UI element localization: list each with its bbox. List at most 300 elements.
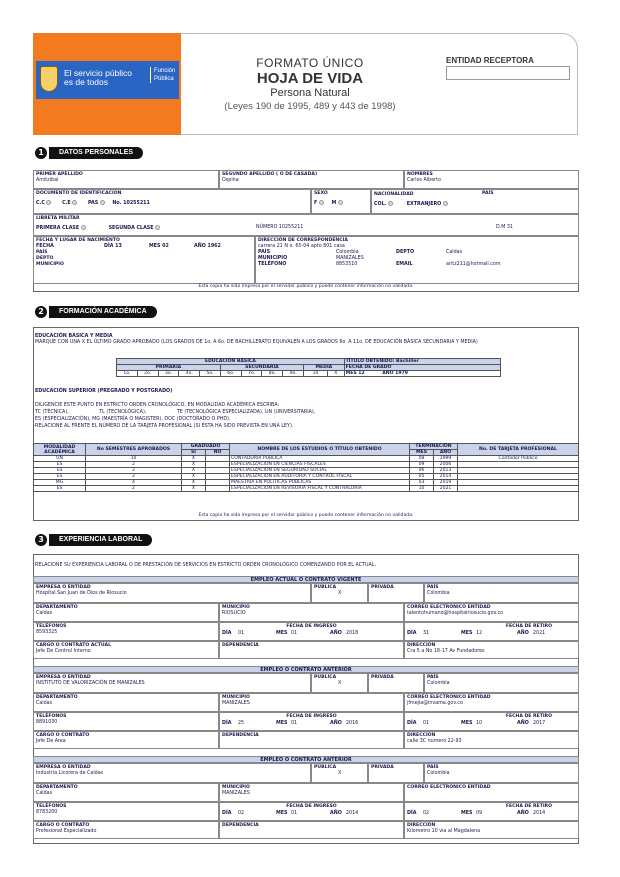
entidad-receptora-label: ENTIDAD RECEPTORA [446, 56, 534, 65]
nombres-field[interactable] [404, 170, 579, 189]
pais-field[interactable] [424, 673, 579, 693]
pas-label: PAS [87, 201, 99, 206]
correo-field[interactable] [404, 603, 579, 622]
modalidad-cell[interactable]: UN [34, 456, 86, 462]
section2-heading [35, 306, 157, 318]
ce-label: C.E [62, 201, 71, 206]
educacion-basica-table [116, 358, 501, 377]
dependencia-field[interactable] [219, 821, 404, 839]
col-semestres: No SEMESTRES APROBADOS [86, 444, 182, 456]
correo-field[interactable] [404, 783, 579, 802]
cargo-field[interactable] [33, 821, 219, 839]
col-label: COL. [374, 202, 387, 207]
tarjeta-cell[interactable]: Contador Público [458, 456, 579, 462]
correo-label: CORREO ELECTRÓNICO ENTIDAD [407, 605, 491, 610]
nombre-cell[interactable]: MAESTRIA EN POLITICAS PUBLICAS [230, 480, 410, 486]
ingreso-mes: 01 [291, 811, 298, 816]
corr-email-label: EMAIL [396, 262, 413, 267]
empresa-field[interactable] [33, 763, 311, 783]
primera-clase-radio[interactable] [81, 225, 86, 230]
retiro-mes-label: MES [461, 811, 473, 816]
modalidad-cell[interactable]: ES [34, 468, 86, 474]
ano-cell[interactable]: 2019 [434, 480, 458, 486]
col-tarjeta: No. DE TARJETA PROFESIONAL [458, 444, 579, 456]
retiro-ano: 2021 [533, 631, 546, 636]
empresa-label: EMPRESA O ENTIDAD [36, 585, 91, 590]
empresa-value: Hospital San Juan de Dios de Riosucio [36, 591, 127, 596]
si-cell[interactable]: X [182, 486, 206, 492]
cc-radio[interactable] [46, 200, 51, 205]
telefonos-label: TELÉFONOS [36, 624, 67, 629]
publica-value: X [338, 681, 342, 686]
ingreso-mes: 01 [291, 631, 298, 636]
libreta-numero: NÚMERO 10255211 [256, 225, 304, 230]
publica-label: PÚBLICA [314, 675, 337, 680]
title-line1: FORMATO ÚNICO [256, 56, 364, 70]
grade-cell[interactable]: 6o. [220, 371, 241, 377]
publica-field[interactable] [311, 763, 368, 783]
modalidad-cell[interactable]: ES [34, 462, 86, 468]
sexo-field [311, 189, 371, 214]
direccion-value: calle 3C numero 22-93 [407, 739, 462, 744]
dependencia-label: DEPENDENCIA [222, 823, 259, 828]
departamento-value: Caldas [36, 791, 53, 796]
nacionalidad-field [371, 189, 579, 214]
title-line3: Persona Natural [270, 87, 350, 99]
cargo-value: Jefe De Control Interno [36, 649, 91, 654]
retiro-ano-label: AÑO [517, 721, 529, 726]
table-row [34, 486, 579, 492]
title-line4: (Leyes 190 de 1995, 489 y 443 de 1998) [224, 101, 396, 112]
corr-email-value: aritz211@hotmail.com [446, 262, 501, 267]
ano-cell[interactable]: 2013 [434, 468, 458, 474]
pais-field[interactable] [424, 763, 579, 783]
nombres-value: Carlos Alberto [407, 178, 441, 183]
correspondencia-label: DIRECCIÓN DE CORRESPONDENCIA [258, 238, 348, 243]
direccion-field[interactable] [404, 641, 579, 659]
privada-field[interactable] [368, 583, 424, 603]
nombre-cell[interactable]: ESPECIALIZACION EN AUDITORIA Y CONTROL FISCAL [230, 474, 410, 480]
brand-line1: El servicio público [64, 68, 133, 78]
dependencia-field[interactable] [219, 641, 404, 659]
correo-label: CORREO ELECTRÓNICO ENTIDAD [407, 785, 491, 790]
correspondencia-direccion: carrera 21 N o. 65-04 apto 801 casa [258, 244, 345, 249]
ano-cell[interactable]: 2021 [434, 486, 458, 492]
telefonos-value: 8783200 [36, 810, 58, 815]
ingreso-ano: 2014 [346, 811, 359, 816]
telefonos-field[interactable] [33, 622, 219, 641]
nombres-label: NOMBRES [407, 172, 433, 177]
grade-cell[interactable]: 7o. [241, 371, 262, 377]
publica-value: X [338, 771, 342, 776]
titulo-obtenido: TÍTULO OBTENIDO: Bachiller [344, 359, 500, 365]
pais-field[interactable] [424, 583, 579, 603]
empresa-label: EMPRESA O ENTIDAD [36, 675, 91, 680]
si-cell[interactable]: X [182, 474, 206, 480]
pais-label: PAÍS [427, 585, 439, 590]
es-instruction-4: RELACIONE AL FRENTE EL NÚMERO DE LA TARJETA PROFESIONAL (SI ÉSTA HA SIDO PREVISTA EN UNA LEY). [35, 424, 294, 429]
segundo-apellido-value: Ospina [222, 178, 239, 183]
mes-cell[interactable]: 06 [410, 468, 434, 474]
brand-tag2: Pública [154, 76, 174, 82]
si-cell[interactable]: X [182, 480, 206, 486]
retiro-dia: 31 [423, 631, 430, 636]
pais-label: PAÍS [427, 675, 439, 680]
telefonos-field[interactable] [33, 712, 219, 731]
corr-telefono-value: 8853510 [336, 262, 358, 267]
privada-label: PRIVADA [371, 585, 394, 590]
ingreso-mes-label: MES [276, 811, 288, 816]
form-title [190, 56, 430, 112]
title-line2: HOJA DE VIDA [256, 70, 364, 87]
departamento-field[interactable] [33, 693, 219, 712]
primera-clase-label: PRIMERA CLASE [36, 226, 80, 231]
col-nombre: NOMBRE DE LOS ESTUDIOS O TÍTULO OBTENIDO [230, 444, 410, 456]
retiro-dia: 01 [423, 721, 430, 726]
section3-heading [35, 534, 152, 546]
direccion-label: DIRECCIÓN [407, 643, 436, 648]
departamento-value: Caldas [36, 701, 53, 706]
ingreso-dia: 25 [238, 721, 245, 726]
brand-line2: es de todos [64, 77, 108, 87]
grade-cell[interactable]: 3o. [158, 371, 179, 377]
ce-radio[interactable] [72, 200, 77, 205]
telefonos-label: TELÉFONOS [36, 804, 67, 809]
ingreso-label: FECHA DE INGRESO [286, 804, 337, 809]
libreta-militar-label: LIBRETA MILITAR [36, 216, 80, 221]
primer-apellido-label: PRIMER APELLIDO [36, 172, 83, 177]
telefonos-value: 8891030 [36, 720, 58, 725]
ano-cell[interactable]: 1999 [434, 456, 458, 462]
departamento-value: Caldas [36, 611, 53, 616]
cargo-value: Jefe De Area [36, 739, 66, 744]
cargo-label: CARGO O CONTRATO ACTUAL [36, 643, 112, 648]
sexo-label: SEXO [314, 191, 328, 196]
segundo-apellido-label: SEGUNDO APELLIDO ( O DE CASADA) [222, 172, 318, 177]
retiro-ano-label: AÑO [517, 811, 529, 816]
retiro-dia-label: DÍA [407, 721, 417, 726]
cargo-value: Profesional Especializado [36, 829, 97, 834]
ano-cell[interactable]: 2006 [434, 462, 458, 468]
ingreso-label: FECHA DE INGRESO [286, 714, 337, 719]
municipio-label: MUNICIPIO [222, 785, 250, 790]
corr-pais-label: PAÍS [258, 250, 271, 255]
telefonos-label: TELÉFONOS [36, 714, 67, 719]
nacimiento-pais-label: PAÍS [36, 250, 48, 255]
ingreso-dia: 01 [238, 631, 245, 636]
empresa-value: Industria Licorera de Caldas [36, 771, 104, 776]
publica-field[interactable] [311, 673, 368, 693]
section1-label: DATOS PERSONALES [49, 147, 143, 159]
segunda-clase-label: SEGUNDA CLASE [108, 226, 154, 231]
grade-cell[interactable]: 9o. [283, 371, 304, 377]
ingreso-mes: 01 [291, 721, 298, 726]
brand-logo [33, 33, 181, 135]
job-band: EMPLEO O CONTRATO ANTERIOR [33, 666, 579, 673]
retiro-dia-label: DÍA [407, 811, 417, 816]
brand-tag1: Función [154, 68, 176, 74]
fecha-retiro-field[interactable] [404, 622, 579, 641]
libreta-militar-field [33, 214, 579, 236]
cargo-field[interactable] [33, 641, 219, 659]
col-modalidad: MODALIDAD ACADÉMICA [34, 444, 86, 456]
documento-number: No. 10255211 [112, 201, 150, 206]
telefonos-value: 8593325 [36, 630, 58, 635]
cc-label: C.C [36, 201, 45, 206]
nacionalidad-label: NACIONALIDAD [374, 192, 414, 197]
cargo-field[interactable] [33, 731, 219, 749]
fecha-ingreso-field[interactable] [219, 622, 404, 641]
nacimiento-municipio-label: MUNICIPIO [36, 262, 64, 267]
empresa-value: INSTITUTO DE VALORIZACIÓN DE MANIZALES [36, 681, 145, 686]
departamento-label: DEPARTAMENTO [36, 605, 78, 610]
nombre-cell[interactable]: ESPECIALIZACION EN REVISORIA FISCAL Y CONTRALORIA [230, 486, 410, 492]
cargo-label: CARGO O CONTRATO [36, 733, 90, 738]
municipio-label: MUNICIPIO [222, 605, 250, 610]
nombre-cell[interactable]: ESPECIALIZACION EN SEGURIDAD SOCIAL [230, 468, 410, 474]
semestres-cell[interactable]: 10 [86, 456, 182, 462]
documento-label: DOCUMENTO DE IDENTIFICACIÓN [36, 191, 122, 196]
section3-number: 3 [35, 534, 47, 546]
nacionalidad-pais-label: PAÍS [482, 191, 494, 196]
coat-of-arms-icon [40, 66, 58, 92]
municipio-value: MANIZALES [222, 791, 250, 796]
col-terminacion: TERMINACIÓN [410, 444, 458, 450]
primer-apellido-field[interactable] [33, 170, 219, 189]
entidad-receptora-field[interactable] [446, 66, 570, 80]
grade-cell[interactable]: 5o. [200, 371, 221, 377]
nacimiento-field [33, 236, 255, 284]
ingreso-mes-label: MES [276, 721, 288, 726]
municipio-value: MANIZALES [222, 701, 250, 706]
semestres-cell[interactable]: 2 [86, 486, 182, 492]
retiro-label: FECHA DE RETIRO [505, 804, 552, 809]
job-band: EMPLEO ACTUAL O CONTRATO VIGENTE [33, 576, 579, 583]
dependencia-field[interactable] [219, 731, 404, 749]
semestres-cell[interactable]: 2 [86, 468, 182, 474]
semestres-cell[interactable]: 4 [86, 480, 182, 486]
sexo-m-radio[interactable] [338, 200, 343, 205]
ingreso-ano-label: AÑO [330, 631, 342, 636]
libreta-dm: D.M 31 [496, 225, 513, 230]
secundaria-header: SECUNDARIA [220, 365, 303, 371]
section3-label: EXPERIENCIA LABORAL [49, 534, 152, 546]
section1-number: 1 [35, 147, 47, 159]
direccion-label: DIRECCIÓN [407, 733, 436, 738]
dependencia-label: DEPENDENCIA [222, 643, 259, 648]
semestres-cell[interactable]: 2 [86, 474, 182, 480]
privada-field[interactable] [368, 673, 424, 693]
pais-label: PAÍS [427, 765, 439, 770]
media-header: MEDIA [304, 365, 345, 371]
fecha-ingreso-field[interactable] [219, 802, 404, 821]
grade-cell[interactable]: 2o. [137, 371, 158, 377]
publica-field[interactable] [311, 583, 368, 603]
ingreso-dia-label: DÍA [222, 721, 232, 726]
col-graduado: GRADUADO [182, 444, 230, 450]
correo-field[interactable] [404, 693, 579, 712]
es-instruction-3: ES (ESPECIALIZACIÓN), MG (MAESTRÍA O MAGISTER), DOC (DOCTORADO O PHD), [35, 417, 231, 422]
ingreso-ano: 2016 [346, 721, 359, 726]
sexo-m-label: M [331, 201, 337, 206]
pais-value: Colombia [427, 771, 450, 776]
extranjero-radio[interactable] [443, 201, 448, 206]
nombre-cell[interactable]: CONTADURIA PUBLICA [230, 456, 410, 462]
mes-cell[interactable]: 05 [410, 474, 434, 480]
ingreso-ano: 2018 [346, 631, 359, 636]
telefonos-field[interactable] [33, 802, 219, 821]
direccion-field[interactable] [404, 731, 579, 749]
municipio-label: MUNICIPIO [222, 695, 250, 700]
retiro-ano: 2017 [533, 721, 546, 726]
no-cell[interactable] [206, 486, 230, 492]
pas-radio[interactable] [100, 200, 105, 205]
grade-cell[interactable]: 10 [304, 371, 328, 377]
primer-apellido-value: Amitzibal [36, 178, 59, 183]
ingreso-label: FECHA DE INGRESO [286, 624, 337, 629]
si-cell[interactable]: X [182, 462, 206, 468]
nombre-cell[interactable]: ESPECIALIZACION EN CIENCIAS FISCALES [230, 462, 410, 468]
primaria-header: PRIMARIA [117, 365, 221, 371]
dependencia-label: DEPENDENCIA [222, 733, 259, 738]
col-no: NO [206, 450, 230, 456]
municipio-value: RIOSUCIO [222, 611, 246, 616]
educacion-basica-desc: MARQUE CON UNA X EL ÚLTIMO GRADO APROBADO (LOS GRADOS DE 1o. A 6o. DE BACHILLERATO EQUIVALEN A LOS GRADOS 6o. A 11o. DE EDUCACIÓN BÁSICA SECUNDARIA Y MEDIA) [35, 340, 478, 345]
corr-telefono-label: TELÉFONO [258, 262, 287, 267]
cargo-label: CARGO O CONTRATO [36, 823, 90, 828]
ingreso-mes-label: MES [276, 631, 288, 636]
correo-label: CORREO ELECTRÓNICO ENTIDAD [407, 695, 491, 700]
sexo-f-radio[interactable] [319, 200, 324, 205]
eb-header: EDUCACIÓN BÁSICA [117, 359, 345, 365]
modalidad-cell[interactable]: ES [34, 486, 86, 492]
mes-grado: MES 12 [345, 371, 365, 376]
corr-municipio-value: MANIZALES [336, 256, 364, 261]
section2-note: Esta copia ha sido impresa por el servidor público y puede contener información no validada. [198, 513, 414, 518]
grade-cell[interactable]: 8o. [262, 371, 283, 377]
corr-municipio-label: MUNICIPIO [258, 256, 288, 261]
nacimiento-dia: DÍA 13 [104, 244, 122, 249]
municipio-field[interactable] [219, 603, 404, 622]
mes-cell[interactable]: 08 [410, 456, 434, 462]
section2-number: 2 [35, 306, 47, 318]
fecha-retiro-field[interactable] [404, 712, 579, 731]
corr-pais-value: Colombia [336, 250, 359, 255]
retiro-ano: 2014 [533, 811, 546, 816]
municipio-field[interactable] [219, 783, 404, 802]
grade-cell[interactable]: X [328, 371, 345, 377]
retiro-mes-label: MES [461, 721, 473, 726]
experiencia-intro: RELACIONE SU EXPERIENCIA LABORAL O DE PRESTACIÓN DE SERVICIOS EN ESTRICTO ORDEN CRONOLÓGICO COMENZANDO POR EL ACTUAL. [35, 563, 376, 568]
educacion-superior-title: EDUCACIÓN SUPERIOR (PREGRADO Y POSTGRADO) [35, 389, 173, 394]
segunda-clase-radio[interactable] [155, 225, 160, 230]
col-ano: AÑO [434, 450, 458, 456]
extranjero-label: EXTRANJERO [406, 202, 442, 207]
semestres-cell[interactable]: 2 [86, 462, 182, 468]
nacimiento-ano: AÑO 1962 [194, 244, 221, 249]
correspondencia-field [255, 236, 579, 284]
privada-label: PRIVADA [371, 675, 394, 680]
publica-label: PÚBLICA [314, 585, 337, 590]
empresa-field[interactable] [33, 583, 311, 603]
municipio-field[interactable] [219, 693, 404, 712]
ingreso-dia-label: DÍA [222, 811, 232, 816]
corr-depto-value: Caldas [446, 250, 463, 255]
modalidad-cell[interactable]: MG [34, 480, 86, 486]
tarjeta-cell[interactable] [458, 486, 579, 492]
pais-value: Colombia [427, 681, 450, 686]
grade-cell[interactable]: 4o. [179, 371, 200, 377]
retiro-mes: 09 [476, 811, 483, 816]
departamento-label: DEPARTAMENTO [36, 785, 78, 790]
publica-label: PÚBLICA [314, 765, 337, 770]
mes-cell[interactable]: 09 [410, 462, 434, 468]
nacimiento-label: FECHA Y LUGAR DE NACIMIENTO [36, 238, 120, 243]
retiro-label: FECHA DE RETIRO [505, 624, 552, 629]
col-si: SI [182, 450, 206, 456]
si-cell[interactable]: X [182, 468, 206, 474]
segundo-apellido-field[interactable] [219, 170, 404, 189]
fecha-retiro-field[interactable] [404, 802, 579, 821]
departamento-field[interactable] [33, 603, 219, 622]
privada-label: PRIVADA [371, 765, 394, 770]
nacimiento-depto-label: DEPTO [36, 256, 54, 261]
empresa-field[interactable] [33, 673, 311, 693]
modalidad-cell[interactable]: ES [34, 474, 86, 480]
empresa-label: EMPRESA O ENTIDAD [36, 765, 91, 770]
job-band: EMPLEO O CONTRATO ANTERIOR [33, 756, 579, 763]
es-instruction-2: TC (TÉCNICA), TL (TECNOLÓGICA), TE (TECNOLÓGICA ESPECIALIZADA), UN (UNIVERSITARIA), [35, 410, 316, 415]
retiro-dia: 02 [423, 811, 430, 816]
grade-cell[interactable]: 1o. [117, 371, 138, 377]
ingreso-dia-label: DÍA [222, 631, 232, 636]
fecha-label: FECHA [36, 244, 54, 249]
mes-cell[interactable]: 10 [410, 486, 434, 492]
pais-value: Colombia [427, 591, 450, 596]
nacimiento-mes: MES 02 [149, 244, 169, 249]
corr-depto-label: DEPTO [396, 250, 415, 255]
retiro-dia-label: DÍA [407, 631, 417, 636]
retiro-mes-label: MES [461, 631, 473, 636]
col-radio[interactable] [388, 201, 393, 206]
privada-field[interactable] [368, 763, 424, 783]
ano-grado: AÑO 1979 [382, 371, 408, 376]
retiro-ano-label: AÑO [517, 631, 529, 636]
mes-cell[interactable]: 03 [410, 480, 434, 486]
sexo-f-label: F [314, 201, 318, 206]
direccion-field[interactable] [404, 821, 579, 839]
retiro-mes: 12 [476, 631, 483, 636]
correo-value: jfmejia@invama.gov.co [407, 701, 463, 706]
departamento-field[interactable] [33, 783, 219, 802]
fecha-ingreso-field[interactable] [219, 712, 404, 731]
ano-cell[interactable]: 2014 [434, 474, 458, 480]
section1-note: Esta copia ha sido impresa por el servidor público y puede contener información no validada. [198, 284, 414, 289]
educacion-superior-table [33, 443, 579, 492]
retiro-mes: 10 [476, 721, 483, 726]
correo-value: talentohumano@hospitalriosucio.gov.co [407, 611, 504, 616]
col-mes: MES [410, 450, 434, 456]
departamento-label: DEPARTAMENTO [36, 695, 78, 700]
section1-heading [35, 147, 143, 159]
retiro-label: FECHA DE RETIRO [505, 714, 552, 719]
si-cell[interactable]: X [182, 456, 206, 462]
ingreso-ano-label: AÑO [330, 721, 342, 726]
fecha-grado-header: FECHA DE GRADO [344, 365, 500, 371]
direccion-label: DIRECCIÓN [407, 823, 436, 828]
section2-label: FORMACIÓN ACADÉMICA [49, 306, 157, 318]
ingreso-ano-label: AÑO [330, 811, 342, 816]
